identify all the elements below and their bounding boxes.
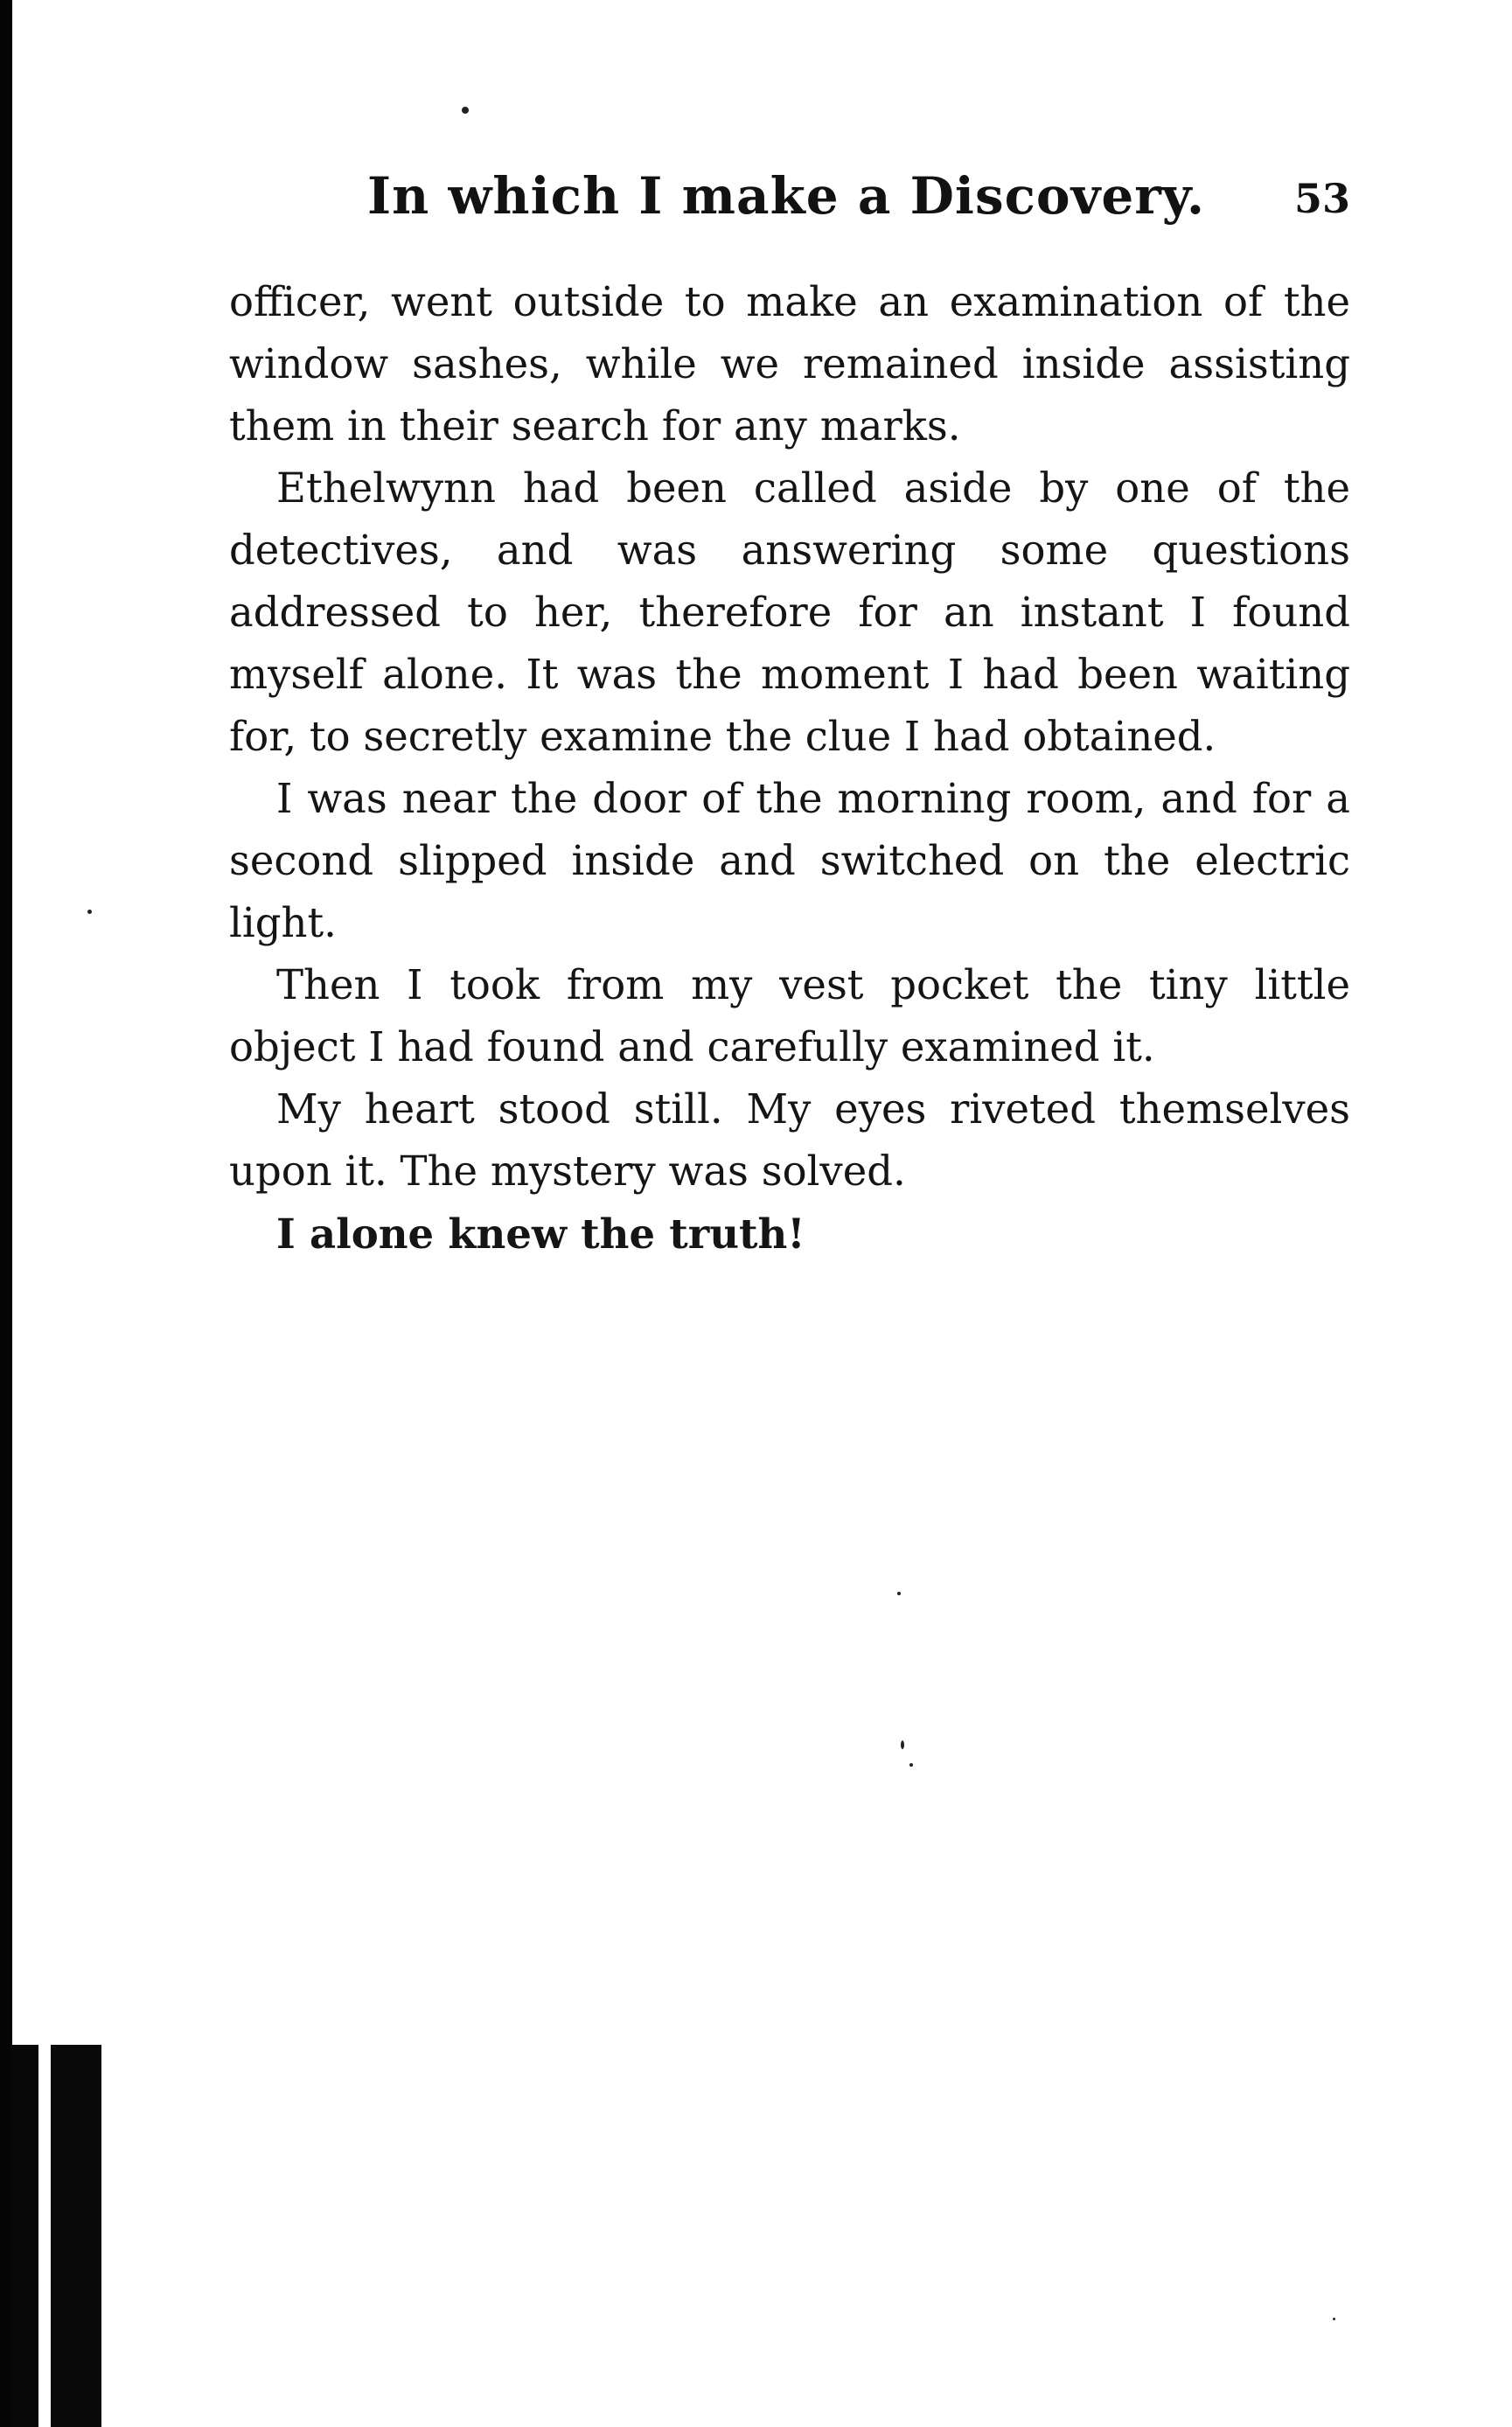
page-number: 53	[1294, 175, 1351, 222]
running-head: In which I make a Discovery.	[367, 166, 1206, 226]
paragraph-truth: I alone knew the truth!	[276, 1210, 805, 1258]
paragraph-ethelwynn: Ethelwynn had been called aside by one of the detectives, and was answering some questions addressed to her, therefore for an instant I found myself alone. It was the moment I had been waiting for, to secretly examine the clue I had obtained.	[229, 464, 1350, 760]
binding-edge-lower	[12, 2045, 38, 2427]
binding-gap	[38, 2045, 51, 2427]
paragraph-morning-room: I was near the door of the morning room, and for a second slipped inside and switched on the electric light.	[229, 775, 1350, 946]
paragraph-mystery-solved: My heart stood still. My eyes riveted themselves upon it. The mystery was solved.	[229, 1085, 1350, 1195]
scan-speck	[901, 1740, 904, 1749]
body-text	[229, 271, 1350, 1265]
scan-speck	[897, 1592, 901, 1595]
scan-speck	[1333, 2318, 1335, 2320]
scan-speck	[909, 1763, 913, 1767]
scan-speck	[462, 107, 469, 114]
binding-edge	[0, 0, 12, 2427]
paragraph-vest-pocket: Then I took from my vest pocket the tiny little object I had found and carefully examined it.	[229, 961, 1350, 1071]
scan-speck	[87, 910, 92, 914]
paragraph-continued: officer, went outside to make an examination of the window sashes, while we remained inside assisting them in their search for any marks.	[229, 278, 1350, 450]
binding-edge-outer	[51, 2045, 101, 2427]
